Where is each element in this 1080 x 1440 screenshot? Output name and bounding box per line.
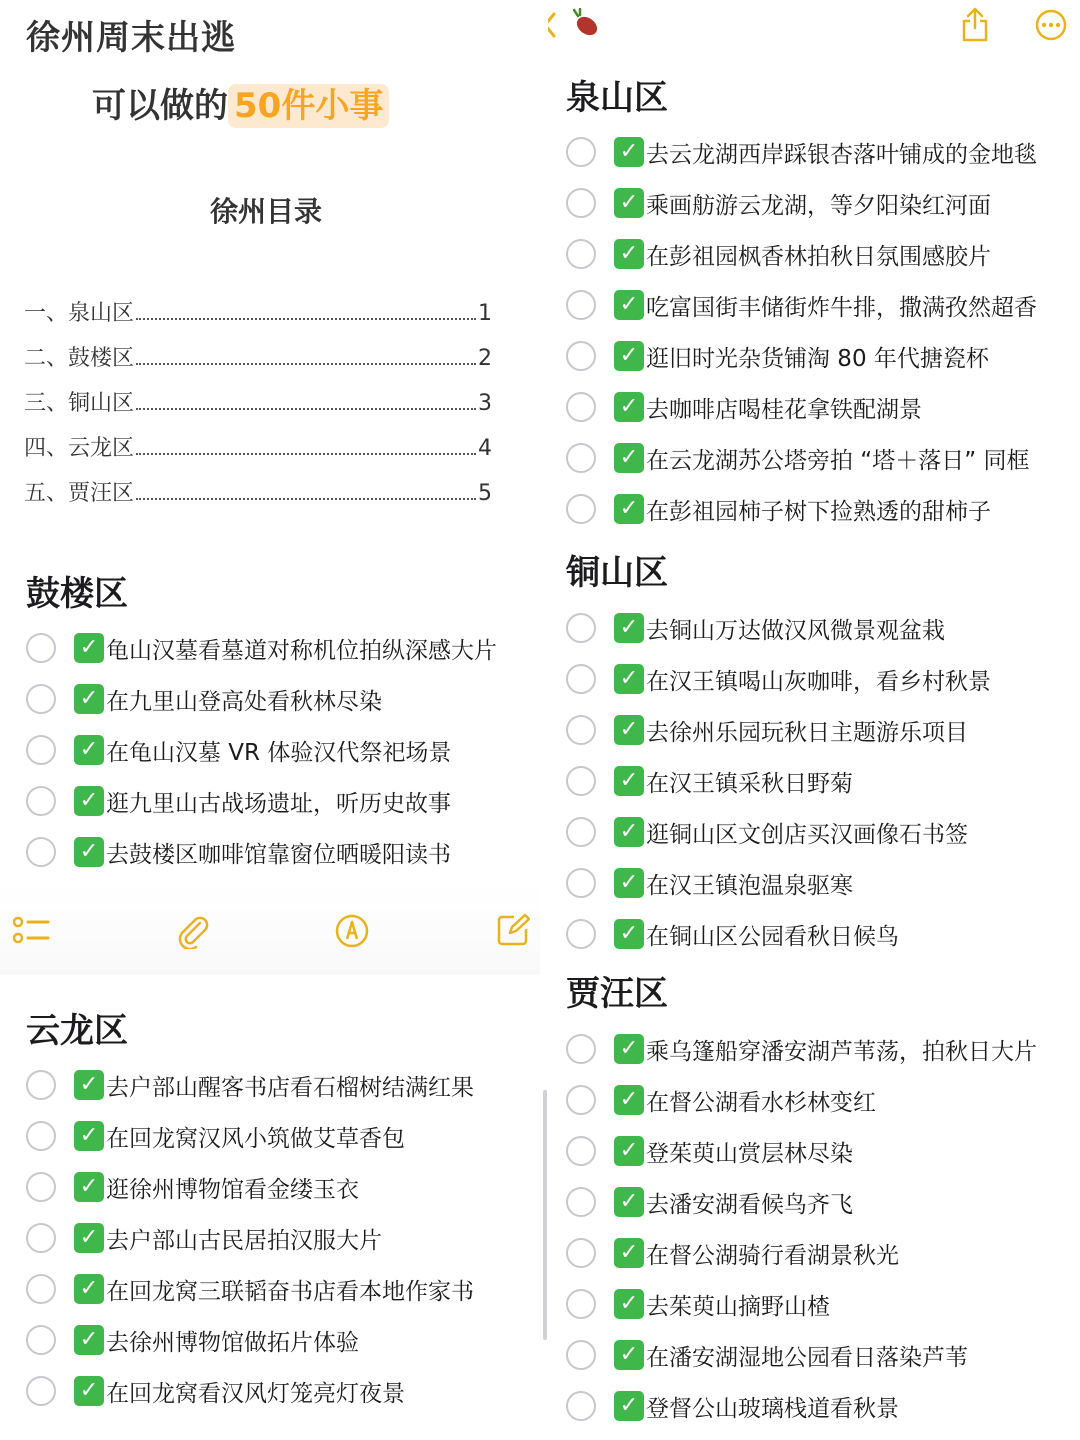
checklist-circle-icon[interactable] — [26, 684, 56, 714]
checklist-item-text: 在督公湖骑行看湖景秋光 — [646, 1242, 899, 1269]
section-heading-tongshan: 铜山区 — [566, 553, 668, 593]
checklist-circle-icon[interactable] — [566, 919, 596, 949]
note-panel-bottom-left — [0, 975, 540, 1440]
checklist-circle-icon[interactable] — [26, 837, 56, 867]
checklist-circle-icon[interactable] — [566, 715, 596, 745]
checklist-item[interactable] — [566, 710, 968, 750]
chevron-left-icon[interactable] — [548, 10, 560, 44]
checklist-item[interactable] — [566, 761, 853, 801]
checklist-item-text: 在潘安湖湿地公园看日落染芦苇 — [646, 1344, 968, 1371]
checklist-item-text: 去鼓楼区咖啡馆靠窗位晒暖阳读书 — [106, 841, 451, 868]
checklist-item[interactable] — [566, 438, 1029, 478]
checklist-circle-icon[interactable] — [566, 1391, 596, 1421]
green-check-icon: ✓ — [74, 1325, 104, 1355]
checklist-item[interactable] — [26, 781, 451, 821]
checklist-item-text: 去潘安湖看候鸟齐飞 — [646, 1191, 853, 1218]
checklist-circle-icon[interactable] — [566, 341, 596, 371]
green-check-icon: ✓ — [74, 1121, 104, 1151]
checklist-circle-icon[interactable] — [566, 1085, 596, 1115]
checklist-item-text: 去云龙湖西岸踩银杏落叶铺成的金地毯 — [646, 141, 1037, 168]
sweet-potato-icon — [570, 8, 604, 44]
checklist-item-text: 在云龙湖苏公塔旁拍 “塔＋落日” 同框 — [646, 447, 1030, 474]
checklist-circle-icon[interactable] — [26, 1223, 56, 1253]
checklist-circle-icon[interactable] — [566, 1034, 596, 1064]
checklist-item[interactable] — [566, 234, 991, 274]
checklist-item-text: 在督公湖看水杉林变红 — [646, 1089, 876, 1116]
checklist-circle-icon[interactable] — [26, 786, 56, 816]
checklist-item-text: 在彭祖园枫香林拍秋日氛围感胶片 — [646, 243, 991, 270]
green-check-icon: ✓ — [614, 137, 644, 167]
paperclip-icon[interactable] — [176, 913, 210, 953]
checklist-item[interactable] — [566, 1182, 853, 1222]
toc-label: 三、铜山区 — [24, 391, 135, 416]
checklist-item[interactable] — [26, 1269, 474, 1309]
toc-row[interactable] — [24, 431, 492, 462]
section-heading-jiawang: 贾汪区 — [566, 974, 668, 1014]
checklist-item[interactable] — [26, 1167, 359, 1207]
green-check-icon: ✓ — [614, 868, 644, 898]
toc-label: 四、云龙区 — [24, 436, 135, 461]
checklist-circle-icon[interactable] — [566, 868, 596, 898]
checklist-item-text: 在回龙窝看汉风灯笼亮灯夜景 — [106, 1380, 405, 1407]
checklist-item-text: 逛旧时光杂货铺淘 80 年代搪瓷杯 — [646, 345, 989, 372]
checklist-item-text: 在回龙窝汉风小筑做艾草香包 — [106, 1125, 405, 1152]
checklist-item[interactable] — [566, 183, 991, 223]
green-check-icon: ✓ — [614, 613, 644, 643]
note-panel-top-left — [0, 0, 540, 870]
checklist-circle-icon[interactable] — [566, 817, 596, 847]
checklist-circle-icon[interactable] — [566, 1136, 596, 1166]
checklist-circle-icon[interactable] — [566, 443, 596, 473]
checklist-item[interactable] — [566, 1029, 1037, 1069]
toc-leader — [136, 318, 476, 320]
checklist-item-text: 去徐州博物馆做拓片体验 — [106, 1329, 359, 1356]
checklist-item-text: 在铜山区公园看秋日候鸟 — [646, 923, 899, 950]
checklist-item-text: 去徐州乐园玩秋日主题游乐项目 — [646, 719, 968, 746]
green-check-icon: ✓ — [614, 1238, 644, 1268]
checklist-item[interactable] — [566, 1080, 876, 1120]
green-check-icon: ✓ — [614, 341, 644, 371]
checklist-item[interactable] — [566, 132, 1037, 172]
checklist-circle-icon[interactable] — [26, 1325, 56, 1355]
checklist-item-text: 在汉王镇泡温泉驱寒 — [646, 872, 853, 899]
checklist-item[interactable] — [26, 1371, 405, 1411]
green-check-icon: ✓ — [614, 1136, 644, 1166]
green-check-icon: ✓ — [74, 633, 104, 663]
subtitle-prefix: 可以做的 — [92, 86, 228, 126]
checklist-item-text: 在彭祖园柿子树下捡熟透的甜柿子 — [646, 498, 991, 525]
checklist-item-text: 去咖啡店喝桂花拿铁配湖景 — [646, 396, 922, 423]
section-heading-quanshan: 泉山区 — [566, 78, 668, 118]
checklist-circle-icon[interactable] — [566, 1289, 596, 1319]
checklist-circle-icon[interactable] — [566, 188, 596, 218]
checklist-item[interactable] — [26, 1218, 382, 1258]
green-check-icon: ✓ — [614, 239, 644, 269]
green-check-icon: ✓ — [74, 1172, 104, 1202]
checklist-item[interactable] — [26, 679, 382, 719]
checklist-item-text: 去铜山万达做汉风微景观盆栽 — [646, 617, 945, 644]
checklist-item-text: 逛徐州博物馆看金缕玉衣 — [106, 1176, 359, 1203]
toc-leader — [136, 408, 476, 410]
green-check-icon: ✓ — [614, 817, 644, 847]
checklist-item-text: 登督公山玻璃栈道看秋景 — [646, 1395, 899, 1422]
checklist-circle-icon[interactable] — [26, 735, 56, 765]
toc-leader — [136, 453, 476, 455]
notes-toolbar — [0, 885, 540, 975]
green-check-icon: ✓ — [614, 1187, 644, 1217]
green-check-icon: ✓ — [614, 766, 644, 796]
checklist-item-text: 在九里山登高处看秋林尽染 — [106, 688, 382, 715]
checklist-item-text: 乘画舫游云龙湖，等夕阳染红河面 — [646, 192, 991, 219]
toc-page: 4 — [478, 436, 492, 461]
green-check-icon: ✓ — [74, 735, 104, 765]
green-check-icon: ✓ — [614, 443, 644, 473]
note-panel-right — [548, 0, 1080, 1440]
note-subtitle — [92, 78, 389, 127]
checklist-circle-icon[interactable] — [566, 494, 596, 524]
toc-page: 2 — [478, 346, 492, 371]
checklist-circle-icon[interactable] — [566, 239, 596, 269]
green-check-icon: ✓ — [614, 188, 644, 218]
markup-pen-icon[interactable] — [334, 913, 370, 953]
green-check-icon: ✓ — [614, 1289, 644, 1319]
checklist-item[interactable] — [566, 914, 899, 954]
checklist-item[interactable] — [26, 628, 497, 668]
share-icon[interactable] — [960, 6, 990, 46]
green-check-icon: ✓ — [74, 1070, 104, 1100]
section-heading-gulou: 鼓楼区 — [26, 574, 128, 614]
checklist-item-text: 乘乌篷船穿潘安湖芦苇荡，拍秋日大片 — [646, 1038, 1037, 1065]
checklist-item[interactable] — [566, 659, 991, 699]
checklist-item-text: 在汉王镇喝山灰咖啡，看乡村秋景 — [646, 668, 991, 695]
checklist-circle-icon[interactable] — [566, 766, 596, 796]
toc-label: 五、贾汪区 — [24, 481, 135, 506]
checklist-item[interactable] — [566, 1131, 853, 1171]
checklist-item[interactable] — [566, 1386, 899, 1426]
checklist-item[interactable] — [566, 489, 991, 529]
checklist-item-text: 在龟山汉墓 VR 体验汉代祭祀场景 — [106, 739, 452, 766]
checklist-item-text: 吃富国街丰储街炸牛排，撒满孜然超香 — [646, 294, 1037, 321]
green-check-icon: ✓ — [614, 1391, 644, 1421]
subtitle-highlight: 50件小事 — [228, 84, 389, 128]
checklist-circle-icon[interactable] — [26, 1274, 56, 1304]
toc-leader — [136, 363, 476, 365]
checklist-item-text: 登茱萸山赏层林尽染 — [646, 1140, 853, 1167]
green-check-icon: ✓ — [74, 1223, 104, 1253]
toc-row[interactable] — [24, 341, 492, 372]
checklist-item[interactable] — [26, 1116, 405, 1156]
toc-page: 1 — [478, 301, 492, 326]
checklist-circle-icon[interactable] — [566, 1238, 596, 1268]
green-check-icon: ✓ — [74, 786, 104, 816]
toc-row[interactable] — [24, 386, 492, 417]
checklist-item-text: 龟山汉墓看墓道对称机位拍纵深感大片 — [106, 637, 497, 664]
green-check-icon: ✓ — [614, 1340, 644, 1370]
checklist-item[interactable] — [566, 1335, 968, 1375]
green-check-icon: ✓ — [614, 290, 644, 320]
toc-label: 一、泉山区 — [24, 301, 135, 326]
green-check-icon: ✓ — [74, 1376, 104, 1406]
green-check-icon: ✓ — [74, 837, 104, 867]
green-check-icon: ✓ — [614, 664, 644, 694]
checklist-item-text: 逛铜山区文创店买汉画像石书签 — [646, 821, 968, 848]
more-options-icon[interactable] — [1034, 8, 1068, 46]
checklist-icon[interactable] — [12, 913, 50, 951]
checklist-circle-icon[interactable] — [26, 1376, 56, 1406]
green-check-icon: ✓ — [614, 392, 644, 422]
green-check-icon: ✓ — [614, 494, 644, 524]
checklist-circle-icon[interactable] — [566, 290, 596, 320]
checklist-item[interactable] — [26, 1065, 474, 1105]
toc-label: 二、鼓楼区 — [24, 346, 135, 371]
compose-icon[interactable] — [496, 913, 530, 951]
green-check-icon: ✓ — [614, 715, 644, 745]
checklist-item[interactable] — [566, 336, 989, 376]
checklist-circle-icon[interactable] — [566, 137, 596, 167]
toc-title: 徐州目录 — [210, 195, 323, 228]
checklist-item[interactable] — [566, 812, 968, 852]
checklist-item-text: 去户部山古民居拍汉服大片 — [106, 1227, 382, 1254]
green-check-icon: ✓ — [614, 919, 644, 949]
checklist-circle-icon[interactable] — [566, 1187, 596, 1217]
checklist-item[interactable] — [566, 1284, 830, 1324]
checklist-circle-icon[interactable] — [26, 1172, 56, 1202]
checklist-item[interactable] — [26, 832, 451, 870]
checklist-item[interactable] — [566, 387, 922, 427]
checklist-circle-icon[interactable] — [26, 1070, 56, 1100]
checklist-item-text: 去户部山醒客书店看石榴树结满红果 — [106, 1074, 474, 1101]
green-check-icon: ✓ — [74, 1274, 104, 1304]
toc-row[interactable] — [24, 296, 492, 327]
checklist-circle-icon[interactable] — [566, 1340, 596, 1370]
green-check-icon: ✓ — [74, 684, 104, 714]
checklist-item-text: 在回龙窝三联韬奋书店看本地作家书 — [106, 1278, 474, 1305]
checklist-item[interactable] — [566, 285, 1037, 325]
section-heading-yunlong: 云龙区 — [26, 1011, 128, 1051]
checklist-circle-icon[interactable] — [566, 392, 596, 422]
toc-row[interactable] — [24, 476, 492, 507]
checklist-item[interactable] — [26, 1320, 359, 1360]
toc-page: 5 — [478, 481, 492, 506]
checklist-circle-icon[interactable] — [566, 664, 596, 694]
green-check-icon: ✓ — [614, 1085, 644, 1115]
checklist-item[interactable] — [566, 608, 945, 648]
toc-leader — [136, 498, 476, 500]
checklist-item[interactable] — [566, 863, 853, 903]
scroll-indicator[interactable] — [543, 1090, 547, 1340]
checklist-circle-icon[interactable] — [26, 1121, 56, 1151]
toc-page: 3 — [478, 391, 492, 416]
checklist-item-text: 逛九里山古战场遗址，听历史故事 — [106, 790, 451, 817]
checklist-circle-icon[interactable] — [566, 613, 596, 643]
checklist-item[interactable] — [26, 730, 451, 770]
checklist-item-text: 在汉王镇采秋日野菊 — [646, 770, 853, 797]
note-title: 徐州周末出逃 — [26, 18, 236, 58]
checklist-item-text: 去茱萸山摘野山楂 — [646, 1293, 830, 1320]
checklist-circle-icon[interactable] — [26, 633, 56, 663]
checklist-item[interactable] — [566, 1233, 899, 1273]
green-check-icon: ✓ — [614, 1034, 644, 1064]
